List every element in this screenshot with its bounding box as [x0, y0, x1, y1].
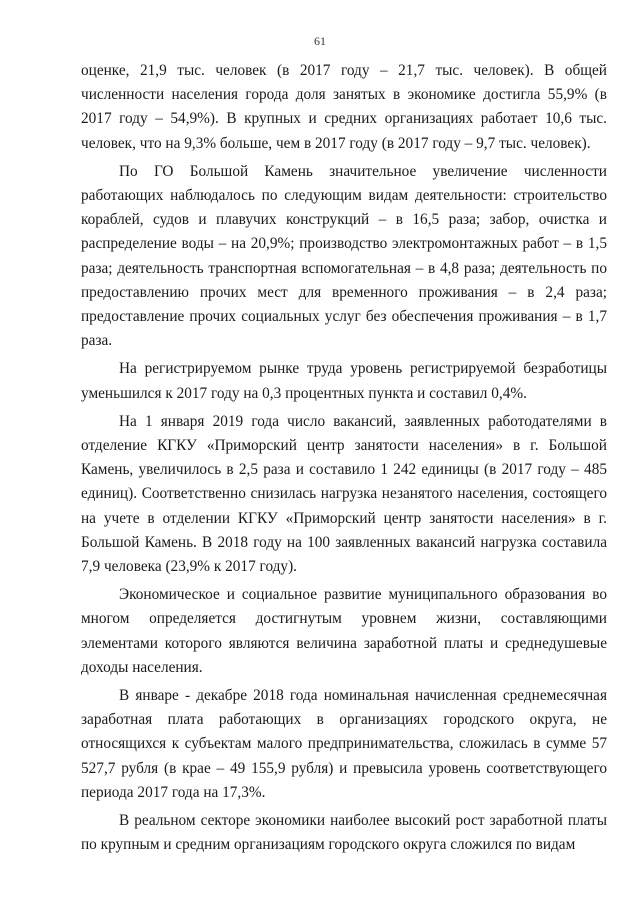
document-body [81, 59, 607, 862]
paragraph-unemployment-rate: На регистрируемом рынке труда уровень регистрируемой безработицы уменьшился к 2017 году на 0,3 процентных пункта и составил 0,4%. [81, 360, 607, 402]
paragraph-real-sector-wages: В реальном секторе экономики наиболее высокий рост заработной платы по крупным и средним организациям городского округа сложился по видам [81, 812, 607, 854]
paragraph-employment-continuation: оценке, 21,9 тыс. человек (в 2017 году – 21,7 тыс. человек). В общей численности населения города доля занятых в экономике достигла 55,9% (в 2017 году – 54,9%). В крупных и средних организациях работает 10,6 тыс. человек, что на 9,3% больше, чем в 2017 году (в 2017 году – 9,7 тыс. человек). [81, 62, 607, 152]
paragraph-vacancies: На 1 января 2019 года число вакансий, заявленных работодателями в отделение КГКУ «Приморский центр занятости населения» в г. Большой Камень, увеличилось в 2,5 раза и составило 1 242 единицы (в 2017 году – 485 единиц). Соответственно снизилась нагрузка незанятого населения, состоящего на учете в отделении КГКУ «Приморский центр занятости населения» в г. Большой Камень. В 2018 году на 100 заявленных вакансий нагрузка составила 7,9 человека (23,9% к 2017 году). [81, 412, 607, 576]
paragraph-living-standards: Экономическое и социальное развитие муниципального образования во многом определяется достигнутым уровнем жизни, составляющими элементами которого являются величина заработной платы и среднедушевые доходы населения. [81, 586, 607, 676]
paragraph-average-salary: В январе - декабре 2018 года номинальная начисленная среднемесячная заработная плата работающих в организациях городского округа, не относящихся к субъектам малого предпринимательства, сложилась в сумме 57 527,7 рубля (в крае – 49 155,9 рубля) и превысила уровень соответствующего периода 2017 года на 17,3%. [81, 687, 607, 801]
page-number: 61 [314, 34, 326, 48]
paragraph-employment-growth-by-activity: По ГО Большой Камень значительное увеличение численности работающих наблюдалось по следующим видам деятельности: строительство кораблей, судов и плавучих конструкций – в 16,5 раза; забор, очистка и распределение воды – на 20,9%; производство электромонтажных работ – в 1,5 раза; деятельность транспортная вспомогательная – в 4,8 раза; деятельность по предоставлению прочих мест для временного проживания – в 2,4 раза; предоставление прочих социальных услуг без обеспечения проживания – в 1,7 раза. [81, 162, 607, 350]
